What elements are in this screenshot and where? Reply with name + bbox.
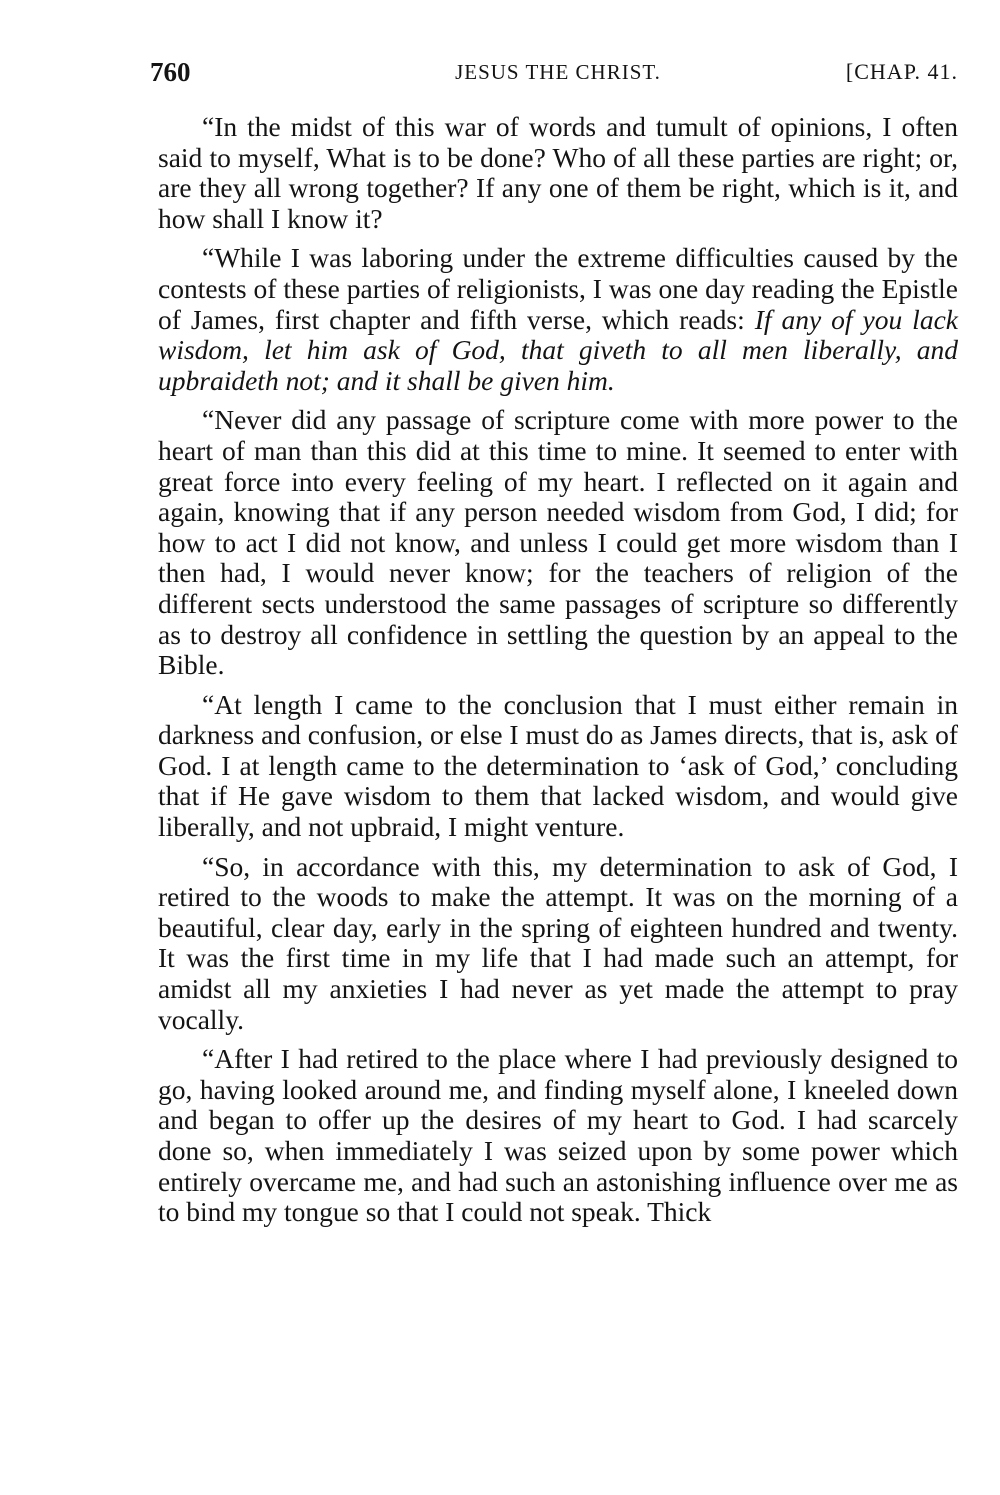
paragraph-epistle-of-james: “While I was laboring under the extreme difficulties caused by the contests of these parties of religionists, I was one day reading the Epistle of James, first chapter and fifth verse, which reads: If any of you lack wisdom, let him ask of God, that giveth to all men liberally, and upbraideth not; and it shall be given him. (158, 242, 958, 396)
paragraph-passage-of-scripture: “Never did any passage of scripture come with more power to the heart of man than this did at this time to mine. It seemed to enter with great force into every feeling of my heart. I reflected on it again and again, knowing that if any person needed wisdom from God, I did; for how to act I did not know, and unless I could get more wisdom than I then had, I would never know; for the teachers of religion of the different sects understood the same passages of scripture so differently as to destroy all confidence in settling the question by an appeal to the Bible. (158, 404, 958, 681)
book-page (150, 52, 958, 1237)
chapter-label: [CHAP. 41. (845, 59, 958, 84)
paragraph-conclusion: “At length I came to the conclusion that I must either remain in darkness and confusion, or else I must do as James directs, that is, ask of God. I at length came to the determination to ‘ask of God,’ concluding that if He gave wisdom to them that lacked wisdom, and would give liberally, and not upbraid, I might venture. (158, 688, 958, 843)
page-number: 760 (150, 57, 191, 87)
paragraph-war-of-words: “In the midst of this war of words and tumult of opinions, I often said to myself, What is to be done? Who of all these parties are right; or, are they all wrong together? If any one of them be right, which is it, and how shall I know it? (158, 111, 958, 234)
running-head (150, 52, 958, 92)
scripture-quote: If any of you lack wisdom, let him ask of God, that giveth to all men liberally, and upbraideth not; and it shall be given him. (158, 303, 958, 396)
paragraph-kneeled-down: “After I had retired to the place where I had previously designed to go, having looked around me, and finding myself alone, I kneeled down and began to offer up the desires of my heart to God. I had scarcely done so, when immediately I was seized upon by some power which entirely overcame me, and had such an astonishing influence over me as to bind my tongue so that I could not speak. Thick (158, 1043, 958, 1228)
body-text (158, 112, 958, 1228)
paragraph-retired-to-woods: “So, in accordance with this, my determination to ask of God, I retired to the woods to make the attempt. It was on the morning of a beautiful, clear day, early in the spring of eighteen hundred and twenty. It was the first time in my life that I had made such an attempt, for amidst all my anxieties I had never as yet made the attempt to pray vocally. (158, 850, 958, 1035)
book-title: JESUS THE CHRIST. (455, 60, 661, 84)
